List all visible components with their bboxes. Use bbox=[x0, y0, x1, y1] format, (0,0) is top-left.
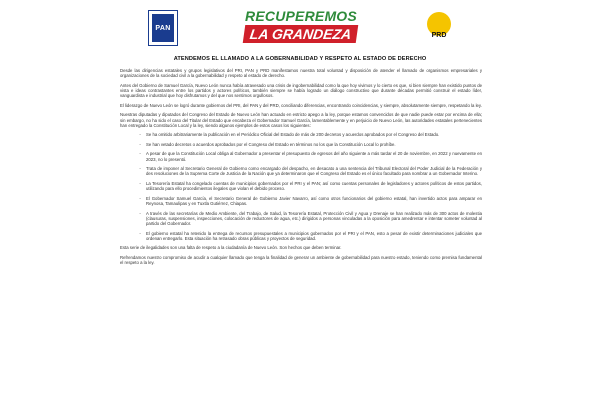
logo-bar bbox=[0, 8, 600, 52]
pan-logo-text: PAN bbox=[152, 14, 174, 42]
recuperemos-logo-line1: RECUPEREMOS bbox=[245, 8, 357, 24]
document-body bbox=[120, 68, 482, 270]
prd-logo bbox=[424, 10, 454, 46]
document-title: ATENDEMOS EL LLAMADO A LA GOBERNABILIDAD Y RESPETO AL ESTADO DE DERECHO bbox=[173, 56, 427, 62]
paragraph: El liderazgo de Nuevo León se logró durante gobiernos del PRI, del PAN y del PRD, conciliando diferencias, encontrando coincidencias, y siempre, absolutamente siempre, respetando la ley. bbox=[120, 102, 482, 108]
paragraph: Esta serie de ilegalidades son una falta de respeto a la ciudadanía de Nuevo León. Son hechos que deben terminar. bbox=[120, 245, 342, 251]
list-item: • El Gobernador Samuel García, el Secretario General de Gobierno Javier Navarro, así como otros funcionarios del gobierno estatal, han invertido actos para amparar en Reynosa, Tamaulipas y en Tuxtla Gutiérrez, Chiapas. bbox=[142, 196, 482, 207]
examples-list bbox=[120, 132, 482, 241]
list-item: • El gobierno estatal ha retenido la entrega de recursos presupuestales a municipios gobernados por el PRI y el PAN, esto a pesar de existir determinaciones judiciales que ordenan entregarlo. Esta situación ha retrasado obras públicas y proyectos de seguridad. bbox=[142, 231, 482, 242]
list-item: • Trata de imponer al Secretario General de Gobierno como encargado del despacho, en desacato a una sentencia del Tribunal Electoral del Poder Judicial de la Federación y des resoluciones de la Suprema Corte de Justicia de la Nación que ya determinaron que el Congreso del Estado es el único facultado para nombrar a un Gobernador Interino. bbox=[142, 166, 482, 177]
recuperemos-logo bbox=[226, 8, 376, 48]
list-item: • A pesar de que la Constitución Local obliga al Gobernador a presentar el presupuesto de egresos del año siguiente a más tardar el 20 de noviembre, en 2022 y nuevamente en 2023, no lo presentó. bbox=[142, 151, 482, 162]
paragraph: Antes del Gobierno de Samuel García, Nuevo León nunca había atravesado una crisis de ingobernabilidad como la que hoy vivimos y lo cierto es que, si bien siempre han existido puntos de vista e ideas contrastantes entre los partidos y actores políticos, también siempre se había logrado un diálogo constructivo que durante décadas permitió construir el estado líder, vanguardista e industrial que hoy disfrutamos y del que nos sentimos orgullosos. bbox=[120, 82, 482, 99]
paragraph: Nuestras diputadas y diputados del Congreso del Estado de Nuevo León han actuado en estricto apego a la ley, porque estamos convencidos de que nadie puede estar por encima de ella; sin embargo, no ha sido el caso del Titular del Estado que encabeza el Gobernador Samuel García, lamentablemente y en perjuicio de Nuevo León, las autoridades estatales pertenecientes han entregado la Constitución Local y la ley, siendo algunos ejemplos de estos casos los siguientes: bbox=[120, 112, 482, 128]
paragraph: Refrendamos nuestro compromiso de acudir a cualquier llamado que tenga la finalidad de generar un ambiente de gobernabilidad para nuestro estado, teniendo como premisa fundamental el respeto a la ley. bbox=[120, 254, 482, 266]
paragraph: Desde las dirigencias estatales y grupos legislativos del PRI, PAN y PRD manifestamos nuestra total voluntad y disposición de atender el llamado de organismos empresariales y organizaciones de la sociedad civil a la gobernabilidad y respeto al estado de derecho. bbox=[120, 68, 482, 79]
list-item: • A través de las secretarías de Medio Ambiente, del Trabajo, de Salud, la Tesorería Estatal, Protección Civil y Agua y Drenaje se han realizado más de 300 actos de molestia (clausuras, suspensiones, inspecciones, colocación de reductores de agua, etc.) dirigidos a personas vinculadas a la oposición para amedrentar e intentar someter voluntad al partido del Gobernador. bbox=[142, 211, 482, 227]
list-item: • La Tesorería Estatal ha congelado cuentas de municipios gobernados por el PRI y el PAN; así como cuentas personales de legisladores y actores políticos de estos partidos, utilizando para ello procedimientos ilegales que violan el debido proceso. bbox=[142, 181, 482, 192]
list-item: • Se han vetado decretos o acuerdos aprobados por el Congreso del Estado en términos no los que la Constitución Local lo prohíbe. bbox=[142, 142, 482, 147]
prd-logo-text: PRD bbox=[431, 32, 447, 39]
list-item: • Se ha omitido arbitrariamente la publicación en el Periódico Oficial del Estado de más de 200 decretos y acuerdos aprobados por el Congreso del Estado. bbox=[142, 132, 482, 137]
recuperemos-logo-line2: LA GRANDEZA bbox=[243, 25, 359, 43]
pan-logo bbox=[148, 10, 178, 46]
